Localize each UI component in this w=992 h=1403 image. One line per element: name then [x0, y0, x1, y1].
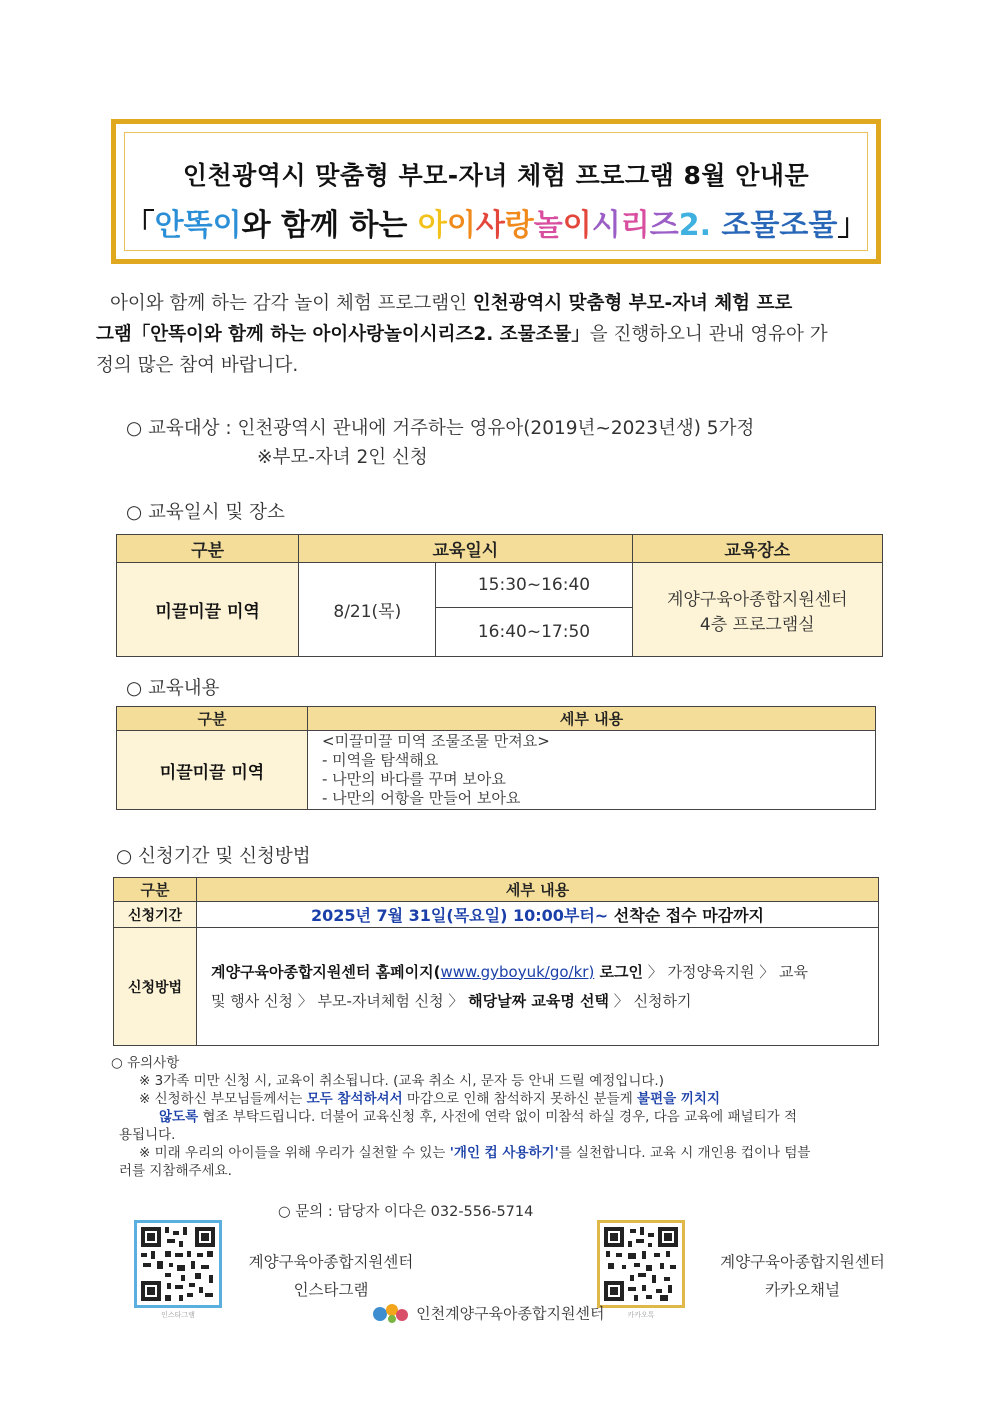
schedule-date: 8/21(목) [299, 563, 436, 657]
title-line2-part: 안똑이 [154, 208, 242, 243]
note-2-end: 용됩니다. [119, 1127, 176, 1143]
schedule-place-line2: 4층 프로그램실 [699, 614, 815, 635]
logo-text: 인천계양구육아종합지원센터 [416, 1304, 605, 1323]
schedule-time-1: 15:30~16:40 [436, 563, 632, 608]
schedule-header-datetime: 교육일시 [299, 535, 632, 563]
schedule-heading: ○ 교육일시 및 장소 [126, 502, 285, 523]
title-line2-part: 아 [417, 208, 447, 243]
apply-header-detail: 세부 내용 [197, 878, 879, 902]
apply-method-login: 로그인 [594, 962, 644, 981]
apply-period-start: 2025년 7월 31일(목요일) 10:00부터~ [310, 906, 609, 925]
title-line2-part: 놀 [533, 208, 563, 243]
title-line2-part: 이 [446, 208, 476, 243]
qr-code-instagram[interactable] [134, 1220, 222, 1308]
qr-caption-instagram: 인스타그램 [161, 1311, 195, 1319]
content-line-1: - 미역을 탐색해요 [322, 751, 439, 769]
schedule-program: 미끌미끌 미역 [117, 563, 299, 657]
title-line2-part: 시 [591, 208, 621, 243]
schedule-header-place: 교육장소 [632, 535, 882, 563]
apply-period-end: 선착순 접수 마감까지 [608, 906, 765, 925]
homepage-link[interactable]: www.gyboyuk/go/kr) [440, 962, 595, 981]
center-logo [371, 1300, 604, 1328]
content-heading: ○ 교육내용 [126, 678, 220, 699]
content-header-detail: 세부 내용 [308, 707, 876, 731]
content-program: 미끌미끌 미역 [117, 731, 308, 810]
schedule-place-line1: 계양구육아종합지원센터 [666, 589, 848, 610]
logo-mark-icon [371, 1300, 411, 1326]
note-2-cont: 않도록 협조 부탁드립니다. 더불어 교육신청 후, 사전에 연락 없이 미참석 하실 경우, 다음 교육에 패널티가 적 [159, 1109, 798, 1125]
notes-heading: ○ 유의사항 [111, 1055, 180, 1071]
apply-heading: ○ 신청기간 및 신청방법 [116, 846, 311, 867]
intro-paragraph [96, 288, 886, 381]
schedule-place [632, 563, 882, 657]
qr-pattern-icon [137, 1223, 219, 1305]
qr-label-instagram: 계양구육아종합지원센터 인스타그램 [248, 1253, 414, 1299]
apply-table [113, 877, 879, 1046]
qr-pattern-icon [600, 1223, 682, 1305]
intro-bold-1: 인천광역시 맞춤형 부모-자녀 체험 프로 [472, 293, 793, 314]
notes [111, 1054, 901, 1180]
title-line2-part: 이 [562, 208, 592, 243]
title-line2-part: 사 [475, 208, 505, 243]
apply-method-step2: 및 행사 신청 〉 부모-자녀체험 신청 〉 [211, 991, 469, 1010]
schedule-time-2: 16:40~17:50 [436, 608, 632, 657]
intro-text-1: 아이와 함께 하는 감각 놀이 체험 프로그램인 [110, 293, 473, 314]
content-header-category: 구분 [117, 707, 308, 731]
title-line2-part: 」 [837, 208, 868, 243]
target-line1: ○ 교육대상 : 인천광역시 관내에 거주하는 영유아(2019년~2023년생) 5가정 [126, 418, 755, 439]
intro-text-3: 정의 많은 참여 바랍니다. [96, 355, 299, 376]
apply-method-value [197, 928, 879, 1046]
apply-method-select: 해당날짜 교육명 선택 [468, 991, 610, 1010]
note-1: ※ 3가족 미만 신청 시, 교육이 취소됩니다. (교육 취소 시, 문자 등 안내 드릴 예정입니다.) [139, 1073, 664, 1089]
title-line1: 인천광역시 맞춤형 부모-자녀 체험 프로그램 8월 안내문 [182, 161, 810, 190]
schedule-table [116, 534, 883, 657]
apply-method-step3: 〉 신청하기 [609, 991, 692, 1010]
title-line2-part: 리 [620, 208, 650, 243]
intro-bold-2: 그램「안똑이와 함께 하는 아이사랑놀이시리즈2. 조물조물」 [96, 324, 590, 345]
schedule-header-category: 구분 [117, 535, 299, 563]
apply-method-step1: 〉 가정양육지원 〉 교육 [643, 962, 809, 981]
qr-caption-kakao: 카카오톡 [627, 1311, 655, 1319]
content-line-2: - 나만의 바다를 꾸며 보아요 [322, 770, 506, 788]
content-line-title: <미끌미끌 미역 조물조물 만져요> [322, 732, 550, 750]
title-line2-part: 와 함께 하는 [241, 208, 418, 243]
note-2: ※ 신청하신 부모님들께서는 모두 참석하셔서 마감으로 인해 참석하지 못하신 분들게 불편을 끼치지 [139, 1091, 720, 1107]
content-line-3: - 나만의 어항을 만들어 보아요 [322, 789, 521, 807]
note-3: ※ 미래 우리의 아이들을 위해 우리가 실천할 수 있는 '개인 컵 사용하기'를 실천합니다. 교육 시 개인용 컵이나 텀블 [139, 1145, 811, 1161]
title-line2-part: 랑 [504, 208, 534, 243]
title-box [111, 119, 881, 264]
content-details [308, 731, 876, 810]
apply-period-value [197, 902, 879, 928]
title-line2 [116, 200, 876, 244]
apply-method-label: 신청방법 [114, 928, 197, 1046]
title-line2-part: 「 [124, 208, 155, 243]
apply-period-label: 신청기간 [114, 902, 197, 928]
contact: ○ 문의 : 담당자 이다은 032-556-5714 [278, 1204, 534, 1220]
title-line2-part: 2. [678, 208, 722, 243]
title-line2-part: 조물조물 [721, 208, 838, 243]
title-line2-part: 즈 [649, 208, 679, 243]
note-3-end: 러를 지참해주세요. [119, 1163, 232, 1179]
apply-header-category: 구분 [114, 878, 197, 902]
qr-code-kakao[interactable] [597, 1220, 685, 1308]
intro-text-2: 을 진행하오니 관내 영유아 가 [589, 324, 828, 345]
target-line2: ※부모-자녀 2인 신청 [257, 447, 428, 468]
qr-label-kakao: 계양구육아종합지원센터 카카오채널 [720, 1253, 885, 1299]
apply-method-site: 계양구육아종합지원센터 홈페이지( [211, 962, 441, 981]
content-table [116, 706, 876, 810]
